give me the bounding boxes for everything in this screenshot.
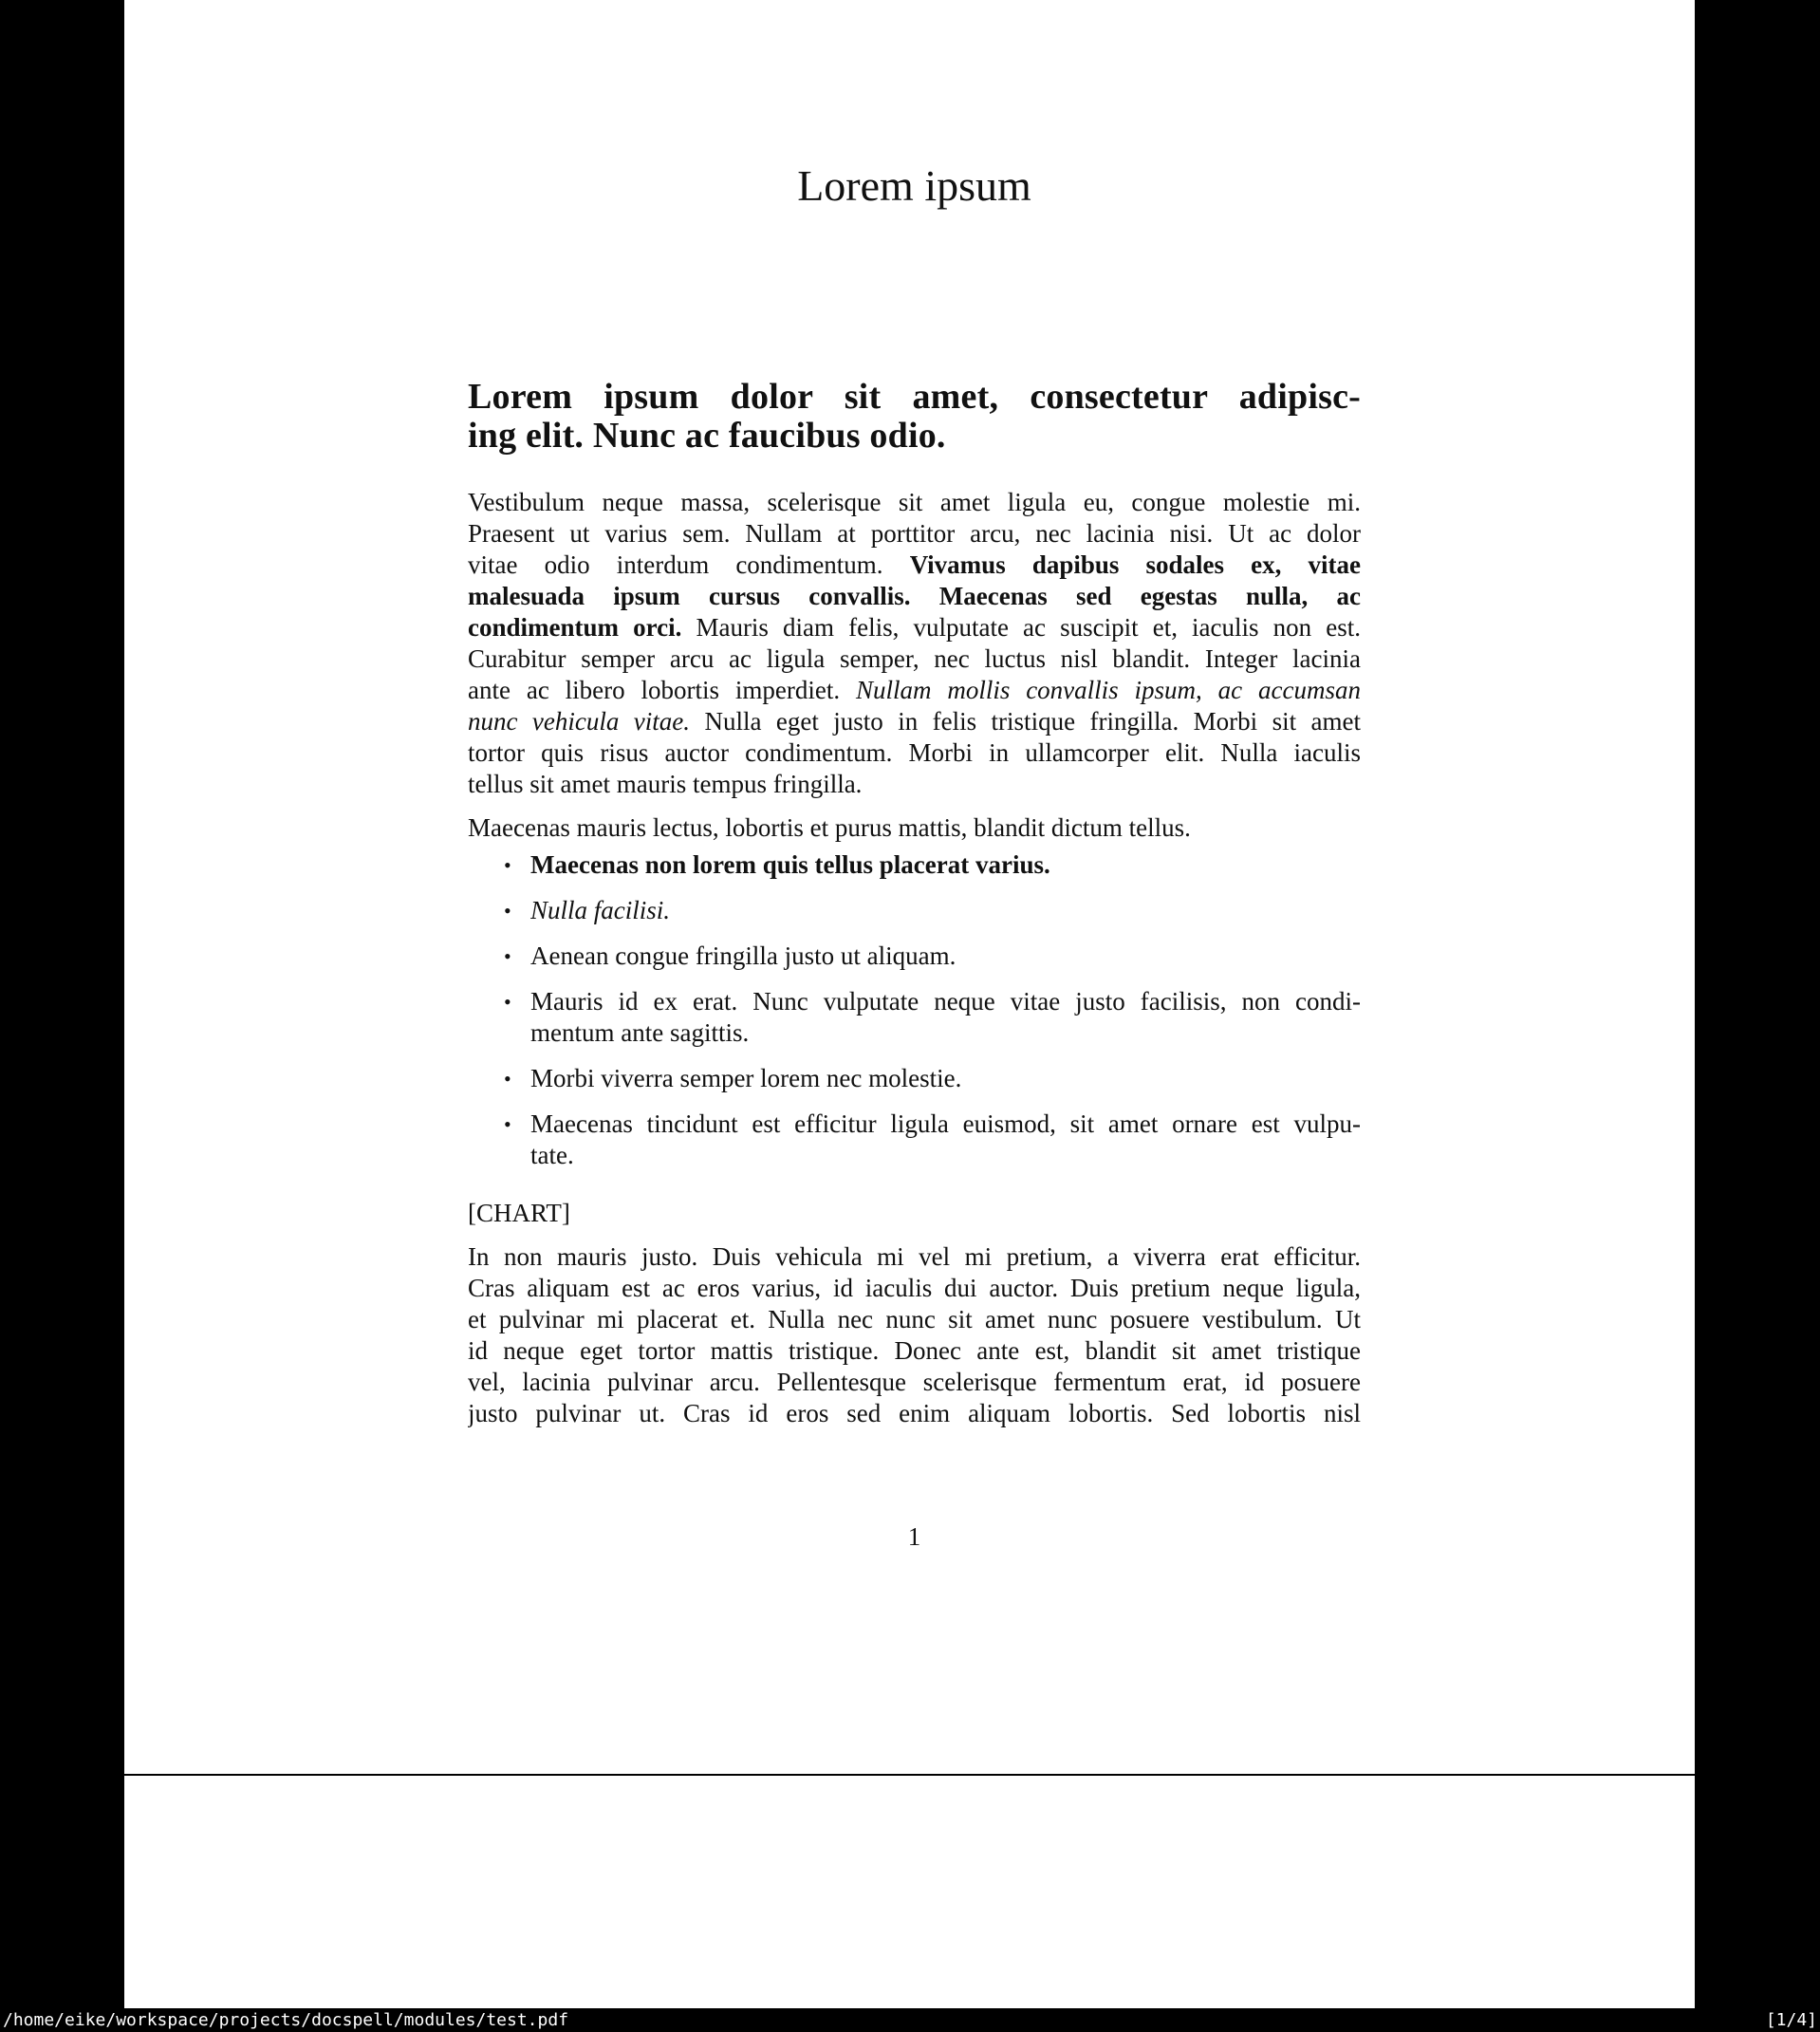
statusbar-page-indicator: [1/4] bbox=[1765, 2010, 1817, 2030]
text-line: Maecenas non lorem quis tellus placerat varius. bbox=[530, 850, 1050, 879]
page-content bbox=[468, 0, 1361, 1552]
list-item bbox=[468, 1109, 1361, 1171]
list-item bbox=[468, 941, 1361, 972]
document-page-1 bbox=[124, 0, 1695, 1774]
text-line: vitae odio interdum condimentum. Vivamus dapibus sodales ex, vitae bbox=[468, 550, 1361, 579]
text-line: Lorem ipsum dolor sit amet, consectetur adipisc- bbox=[468, 378, 1361, 417]
text-line: Cras aliquam est ac eros varius, id iaculis dui auctor. Duis pretium neque ligula, bbox=[468, 1274, 1361, 1302]
text-line: justo pulvinar ut. Cras id eros sed enim aliquam lobortis. Sed lobortis nisl bbox=[468, 1399, 1361, 1427]
text-line: Curabitur semper arcu ac ligula semper, nec luctus nisl blandit. Integer lacinia bbox=[468, 644, 1361, 673]
body-text bbox=[468, 487, 1361, 1429]
document-page-2 bbox=[124, 1776, 1695, 2008]
text-line: Aenean congue fringilla justo ut aliquam. bbox=[530, 941, 956, 970]
list-item-text bbox=[530, 986, 1361, 1049]
text-line: [CHART] bbox=[468, 1199, 570, 1227]
bullet-icon: • bbox=[504, 1112, 511, 1136]
text-line: Maecenas tincidunt est efficitur ligula euismod, sit amet ornare est vulpu- bbox=[530, 1109, 1361, 1138]
list-item bbox=[468, 1063, 1361, 1094]
bullet-icon: • bbox=[504, 899, 511, 923]
list-item bbox=[468, 986, 1361, 1049]
paragraph-1 bbox=[468, 487, 1361, 800]
list-item bbox=[468, 895, 1361, 926]
text-line: Mauris id ex erat. Nunc vulputate neque vitae justo facilisis, non condi- bbox=[530, 987, 1361, 1016]
text-line: vel, lacinia pulvinar arcu. Pellentesque scelerisque fermentum erat, id posuere bbox=[468, 1368, 1361, 1396]
text-line: tellus sit amet mauris tempus fringilla. bbox=[468, 770, 863, 798]
text-line: Vestibulum neque massa, scelerisque sit amet ligula eu, congue molestie mi. bbox=[468, 488, 1361, 516]
text-line: In non mauris justo. Duis vehicula mi vel mi pretium, a viverra erat efficitur. bbox=[468, 1242, 1361, 1271]
list-item-text bbox=[530, 849, 1361, 881]
statusbar bbox=[0, 2008, 1820, 2032]
statusbar-file-path: /home/eike/workspace/projects/docspell/modules/test.pdf bbox=[3, 2010, 569, 2030]
text-line: Maecenas mauris lectus, lobortis et purus mattis, blandit dictum tellus. bbox=[468, 813, 1191, 842]
text-line: malesuada ipsum cursus convallis. Maecenas sed egestas nulla, ac bbox=[468, 582, 1361, 610]
text-line: tortor quis risus auctor condimentum. Morbi in ullamcorper elit. Nulla iaculis bbox=[468, 738, 1361, 767]
text-line: condimentum orci. Mauris diam felis, vulputate ac suscipit et, iaculis non est. bbox=[468, 613, 1361, 642]
text-line: et pulvinar mi placerat et. Nulla nec nunc sit amet nunc posuere vestibulum. Ut bbox=[468, 1305, 1361, 1333]
paragraph-2 bbox=[468, 812, 1361, 844]
document-title: Lorem ipsum bbox=[797, 161, 1031, 210]
list-item-text bbox=[530, 941, 1361, 972]
bullet-icon: • bbox=[504, 853, 511, 877]
paragraph-3 bbox=[468, 1241, 1361, 1429]
bullet-icon: • bbox=[504, 990, 511, 1014]
text-line: Praesent ut varius sem. Nullam at porttitor arcu, nec lacinia nisi. Ut ac dolor bbox=[468, 519, 1361, 548]
bullet-icon: • bbox=[504, 1067, 511, 1091]
list-item-text bbox=[530, 1109, 1361, 1171]
bullet-icon: • bbox=[504, 944, 511, 968]
text-line: ing elit. Nunc ac faucibus odio. bbox=[468, 417, 946, 456]
text-line: tate. bbox=[530, 1141, 574, 1169]
list-item-text bbox=[530, 1063, 1361, 1094]
section-heading bbox=[468, 378, 1361, 456]
bullet-list bbox=[468, 849, 1361, 1171]
text-line: id neque eget tortor mattis tristique. Donec ante est, blandit sit amet tristique bbox=[468, 1336, 1361, 1365]
text-line: Nulla facilisi. bbox=[530, 896, 671, 924]
list-item-text bbox=[530, 895, 1361, 926]
page-number: 1 bbox=[907, 1522, 921, 1551]
chart-placeholder bbox=[468, 1198, 1361, 1229]
text-line: Morbi viverra semper lorem nec molestie. bbox=[530, 1064, 962, 1092]
list-item bbox=[468, 849, 1361, 881]
text-line: mentum ante sagittis. bbox=[530, 1018, 750, 1047]
text-line: ante ac libero lobortis imperdiet. Nullam mollis convallis ipsum, ac accumsan bbox=[468, 676, 1361, 704]
text-line: nunc vehicula vitae. Nulla eget justo in felis tristique fringilla. Morbi sit amet bbox=[468, 707, 1361, 736]
